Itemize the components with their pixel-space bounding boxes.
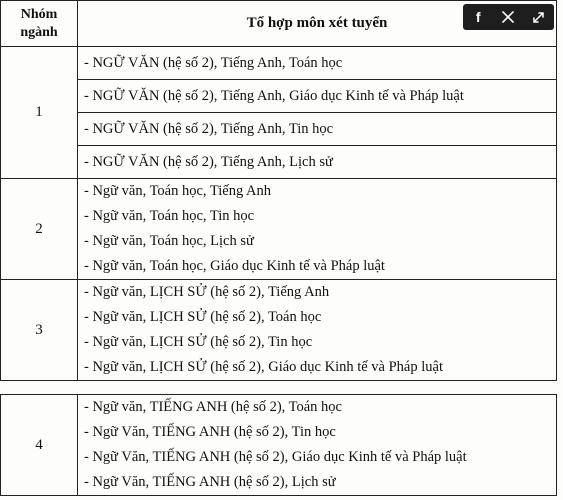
table-row: [1, 80, 557, 113]
combo-line: - Ngữ văn, LỊCH SỬ (hệ số 2), Toán học: [84, 309, 322, 325]
group-number-3: 3: [1, 280, 78, 381]
expand-icon: [532, 11, 545, 24]
combo-line: - Ngữ Văn, TIẾNG ANH (hệ số 2), Giáo dục Kinh tế và Pháp luật: [84, 449, 467, 465]
combo-cell: - NGỮ VĂN (hệ số 2), Tiếng Anh, Tin học: [78, 113, 557, 146]
header-group-line2: ngành: [20, 24, 58, 40]
combo-line: - Ngữ văn, LỊCH SỬ (hệ số 2), Giáo dục Kinh tế và Pháp luật: [84, 359, 443, 375]
combo-line: - Ngữ văn, Toán học, Tiếng Anh: [84, 183, 272, 199]
combo-line: - Ngữ văn, Toán học, Tin học: [84, 208, 255, 224]
combo-line: - Ngữ Văn, TIẾNG ANH (hệ số 2), Lịch sử: [84, 474, 336, 490]
group-number-2: 2: [1, 179, 78, 280]
combo-line: - Ngữ Văn, TIẾNG ANH (hệ số 2), Tin học: [84, 424, 336, 440]
header-group-cell: [1, 1, 78, 47]
combo-line: - Ngữ văn, LỊCH SỬ (hệ số 2), Tiếng Anh: [84, 284, 330, 300]
admission-combos-table-continued: [0, 394, 557, 496]
table-row: [1, 47, 557, 80]
combo-cell: - NGỮ VĂN (hệ số 2), Tiếng Anh, Toán học: [78, 47, 557, 80]
table-row: [1, 146, 557, 179]
combo-line: - Ngữ văn, Toán học, Lịch sử: [84, 233, 254, 249]
table-row: [1, 113, 557, 146]
header-subjects-cell: Tổ hợp môn xét tuyển: [78, 1, 557, 47]
facebook-share-button[interactable]: [465, 6, 491, 28]
combo-line: - Ngữ văn, LỊCH SỬ (hệ số 2), Tin học: [84, 334, 313, 350]
combo-list-cell: [78, 280, 557, 381]
combo-list-cell: [78, 395, 557, 496]
group-number-1: 1: [1, 47, 78, 179]
x-icon: [502, 11, 514, 23]
table-row: [1, 280, 557, 381]
combo-line: - Ngữ văn, TIẾNG ANH (hệ số 2), Toán học: [84, 399, 342, 415]
expand-button[interactable]: [526, 6, 552, 28]
facebook-icon: f: [475, 9, 481, 25]
combo-cell: - NGỮ VĂN (hệ số 2), Tiếng Anh, Giáo dục Kinh tế và Pháp luật: [78, 80, 557, 113]
combo-cell: - NGỮ VĂN (hệ số 2), Tiếng Anh, Lịch sử: [78, 146, 557, 179]
group-number-4: 4: [1, 395, 78, 496]
combo-list-cell: [78, 179, 557, 280]
x-share-button[interactable]: [495, 6, 521, 28]
table-row: [1, 179, 557, 280]
header-group-line1: Nhóm: [20, 6, 58, 22]
share-toolbar: [463, 4, 554, 30]
combo-line: - Ngữ văn, Toán học, Giáo dục Kinh tế và Pháp luật: [84, 258, 385, 274]
table-row: [1, 395, 557, 496]
